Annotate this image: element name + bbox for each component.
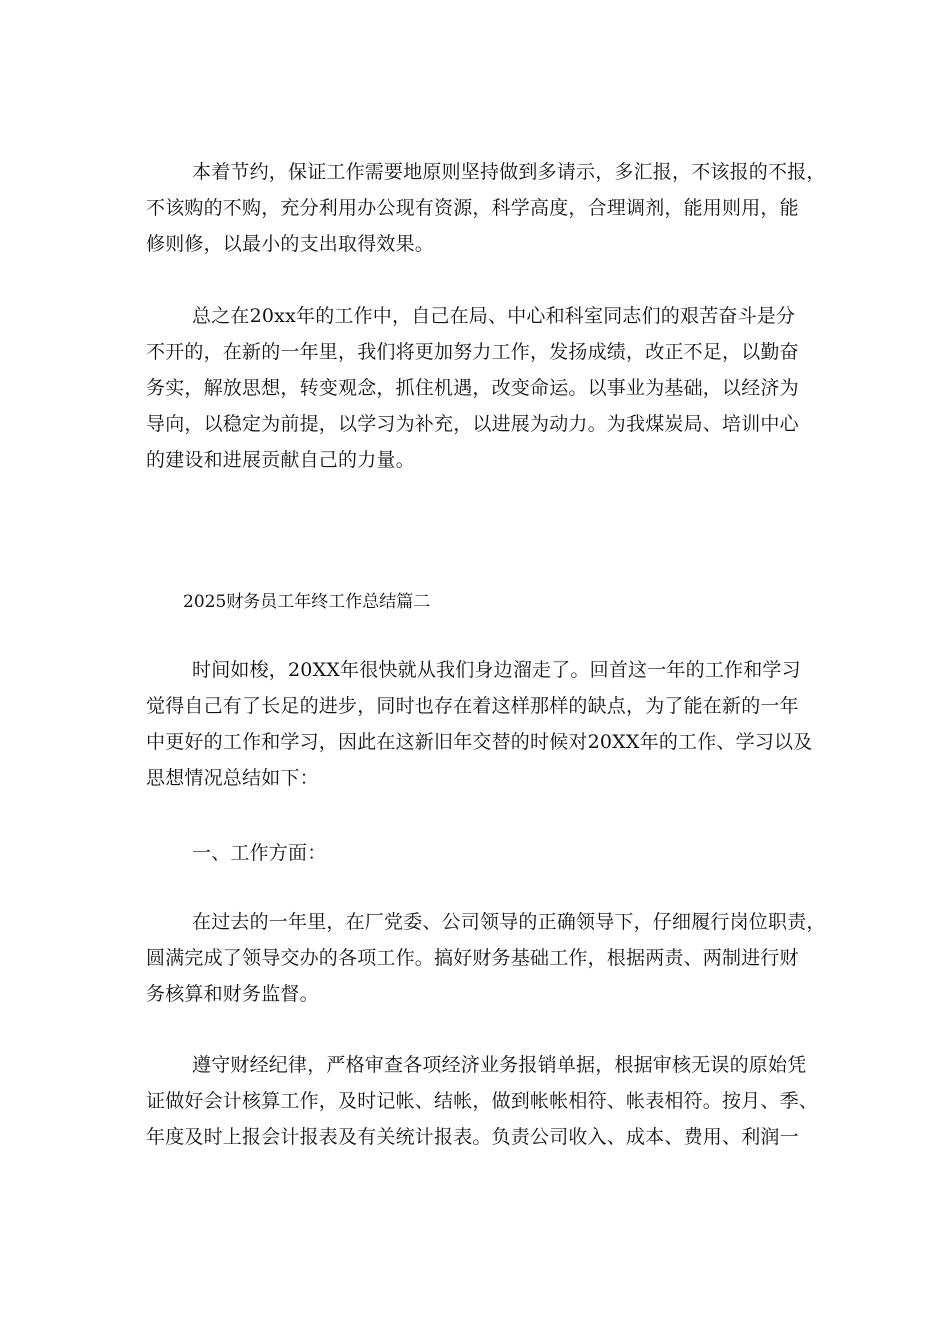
paragraph-2-line-1: 总之在20xx年的工作中，自己在局、中心和科室同志们的艰苦奋斗是分 (192, 305, 796, 327)
section-heading: 2025财务员工年终工作总结篇二 (183, 592, 431, 612)
paragraph-5-line-3: 年度及时上报会计报表及有关统计报表。负责公司收入、成本、费用、利润一 (146, 1126, 799, 1148)
paragraph-4-line-2: 圆满完成了领导交办的各项工作。搞好财务基础工作，根据两责、两制进行财 (146, 947, 799, 969)
paragraph-2-line-4: 导向，以稳定为前提，以学习为补充，以进展为动力。为我煤炭局、培训中心 (146, 413, 799, 435)
paragraph-3-line-4: 思想情况总结如下： (146, 767, 319, 789)
paragraph-3-line-1: 时间如梭，20XX年很快就从我们身边溜走了。回首这一年的工作和学习 (192, 659, 801, 681)
paragraph-4-line-1: 在过去的一年里，在厂党委、公司领导的正确领导下，仔细履行岗位职责， (192, 911, 826, 933)
paragraph-3-line-3: 中更好的工作和学习，因此在这新旧年交替的时候对20XX年的工作、学习以及 (146, 731, 813, 753)
paragraph-2-line-5: 的建设和进展贡献自己的力量。 (146, 449, 415, 471)
subheading-work: 一、工作方面： (192, 842, 327, 864)
paragraph-3-line-2: 觉得自己有了长足的进步，同时也存在着这样那样的缺点，为了能在新的一年 (146, 695, 799, 717)
paragraph-4-line-3: 务核算和财务监督。 (146, 983, 319, 1005)
paragraph-5-line-2: 证做好会计核算工作，及时记帐、结帐，做到帐帐相符、帐表相符。按月、季、 (146, 1090, 819, 1112)
paragraph-2-line-3: 务实，解放思想，转变观念，抓住机遇，改变命运。以事业为基础，以经济为 (146, 377, 799, 399)
paragraph-1-line-1: 本着节约，保证工作需要地原则坚持做到多请示，多汇报，不该报的不报， (192, 161, 826, 183)
paragraph-2-line-2: 不开的，在新的一年里，我们将更加努力工作，发扬成绩，改正不足，以勤奋 (146, 341, 799, 363)
paragraph-1-line-3: 修则修，以最小的支出取得效果。 (146, 233, 435, 255)
paragraph-1-line-2: 不该购的不购，充分利用办公现有资源，科学高度，合理调剂，能用则用，能 (146, 197, 799, 219)
paragraph-5-line-1: 遵守财经纪律，严格审查各项经济业务报销单据，根据审核无误的原始凭 (192, 1054, 807, 1076)
